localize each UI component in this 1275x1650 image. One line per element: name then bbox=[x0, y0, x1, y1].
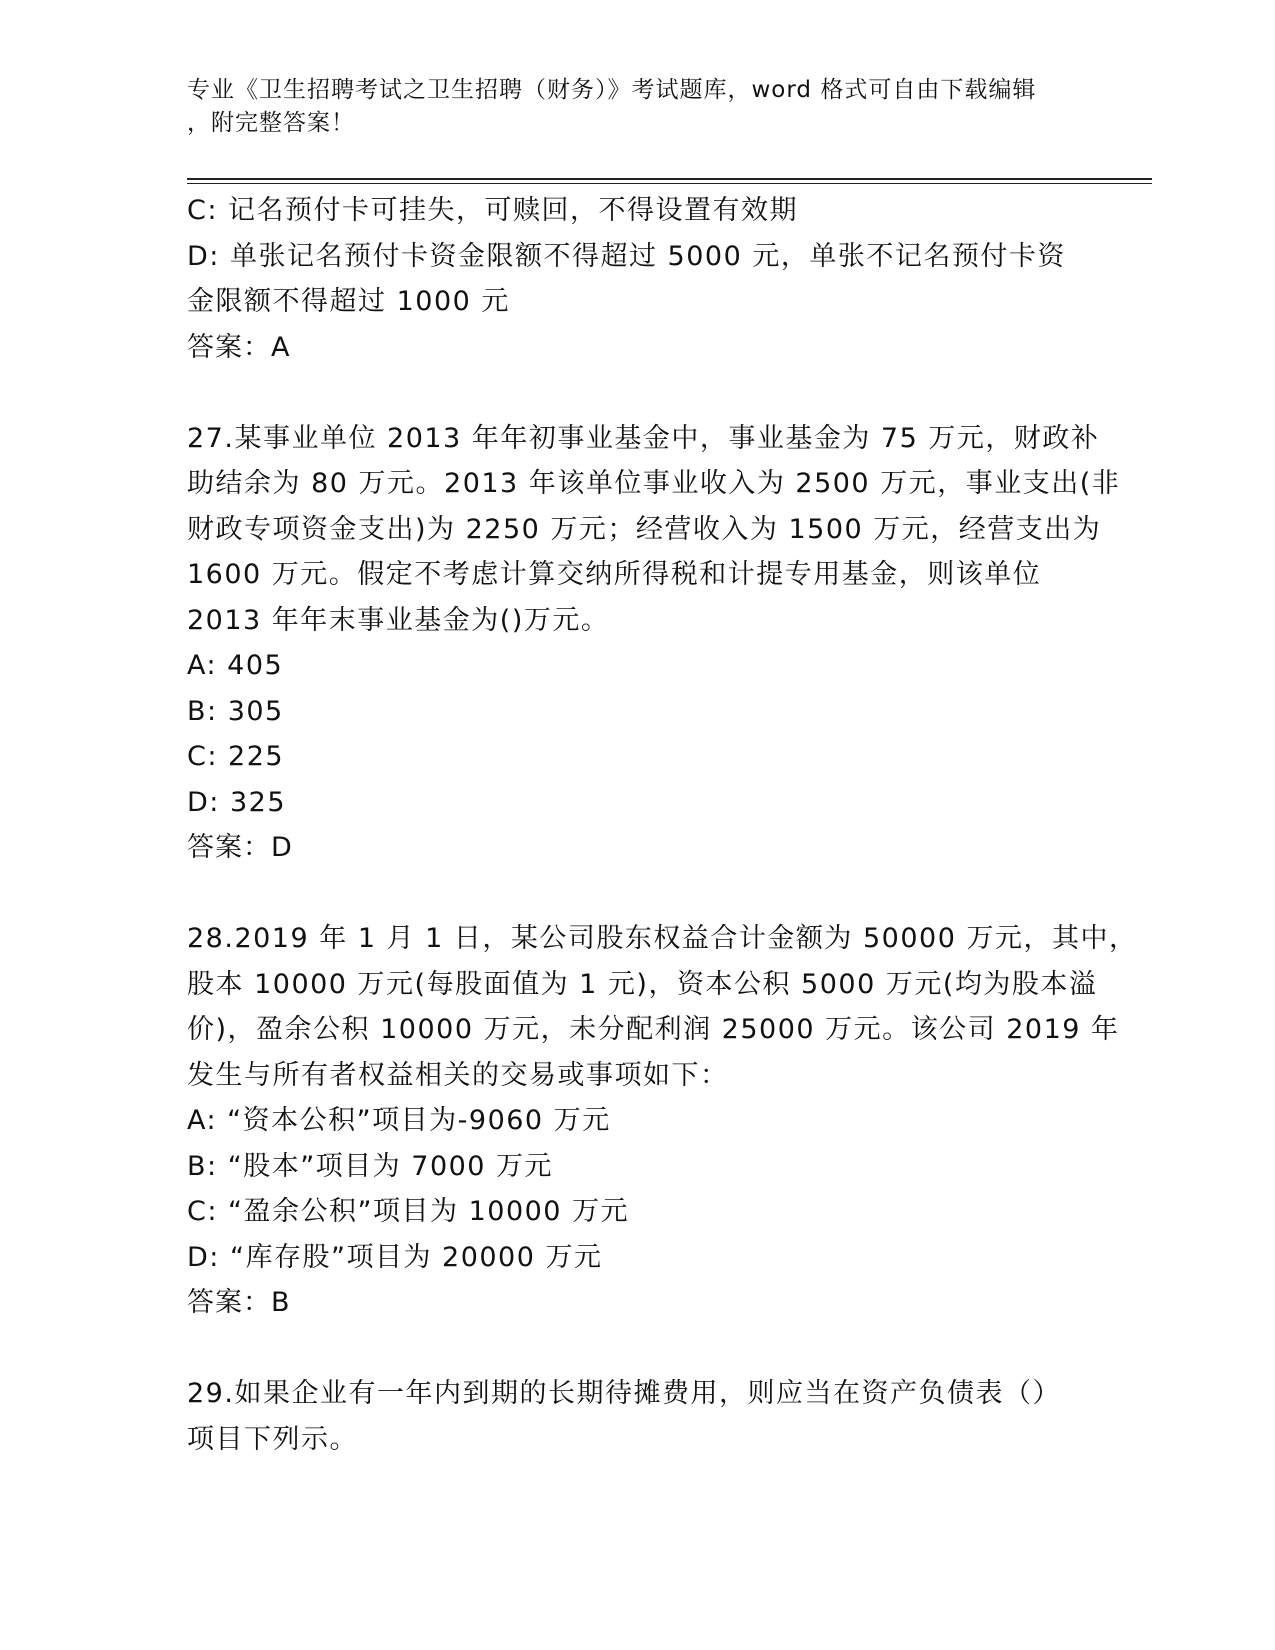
option-a: A: “资本公积”项目为-9060 万元 bbox=[187, 1105, 611, 1136]
question-29 bbox=[187, 1371, 1077, 1462]
option-c: C: “盈余公积”项目为 10000 万元 bbox=[187, 1196, 630, 1227]
option-d-line-1: D: 单张记名预付卡资金限额不得超过 5000 元，单张不记名预付卡资 bbox=[187, 240, 1066, 272]
spacer bbox=[187, 871, 1077, 917]
option-b: B: 305 bbox=[187, 695, 284, 727]
spacer bbox=[187, 1326, 1077, 1372]
question-text-line: 2013 年年末事业基金为()万元。 bbox=[187, 604, 610, 636]
question-text-line: 项目下列示。 bbox=[187, 1423, 358, 1455]
question-text-line: 财政专项资金支出)为 2250 万元；经营收入为 1500 万元，经营支出为 bbox=[187, 513, 1102, 545]
header-divider-thin bbox=[187, 183, 1152, 184]
question-text-line: 股本 10000 万元(每股面值为 1 元)，资本公积 5000 万元(均为股本溢 bbox=[187, 968, 1098, 1000]
header-divider-thick bbox=[187, 178, 1152, 180]
question-28 bbox=[187, 916, 1138, 1326]
previous-question-tail bbox=[187, 188, 1077, 370]
document-body bbox=[187, 188, 1138, 1462]
header-line-2: ，附完整答案！ bbox=[187, 110, 355, 136]
answer-label: 答案：B bbox=[187, 1287, 291, 1318]
spacer bbox=[187, 370, 1077, 416]
question-27 bbox=[187, 416, 1121, 871]
option-b: B: “股本”项目为 7000 万元 bbox=[187, 1150, 554, 1182]
question-text-line: 27.某事业单位 2013 年年初事业基金中，事业基金为 75 万元，财政补 bbox=[187, 422, 1100, 454]
answer-label: 答案：A bbox=[187, 331, 291, 363]
question-text-line: 1600 万元。假定不考虑计算交纳所得税和计提专用基金，则该单位 bbox=[187, 559, 1042, 590]
question-text-line: 29.如果企业有一年内到期的长期待摊费用，则应当在资产负债表（） bbox=[187, 1378, 1061, 1409]
option-a: A: 405 bbox=[187, 650, 284, 681]
option-c: C: 225 bbox=[187, 741, 285, 772]
question-text-line: 助结余为 80 万元。2013 年该单位事业收入为 2500 万元，事业支出(非 bbox=[187, 468, 1121, 499]
document-header bbox=[187, 74, 1067, 140]
question-text-line: 发生与所有者权益相关的交易或事项如下： bbox=[187, 1059, 729, 1091]
option-d: D: 325 bbox=[187, 786, 287, 818]
answer-label: 答案：D bbox=[187, 832, 293, 863]
option-d-line-2: 金限额不得超过 1000 元 bbox=[187, 286, 510, 317]
option-c: C: 记名预付卡可挂失，可赎回，不得设置有效期 bbox=[187, 195, 799, 226]
option-d: D: “库存股”项目为 20000 万元 bbox=[187, 1241, 603, 1273]
question-text-line: 28.2019 年 1 月 1 日，某公司股东权益合计金额为 50000 万元，其中， bbox=[187, 923, 1138, 954]
header-line-1: 专业《卫生招聘考试之卫生招聘（财务）》考试题库，word 格式可自由下载编辑 bbox=[187, 77, 1037, 103]
question-text-line: 价)，盈余公积 10000 万元，未分配利润 25000 万元。该公司 2019 年 bbox=[187, 1014, 1120, 1045]
